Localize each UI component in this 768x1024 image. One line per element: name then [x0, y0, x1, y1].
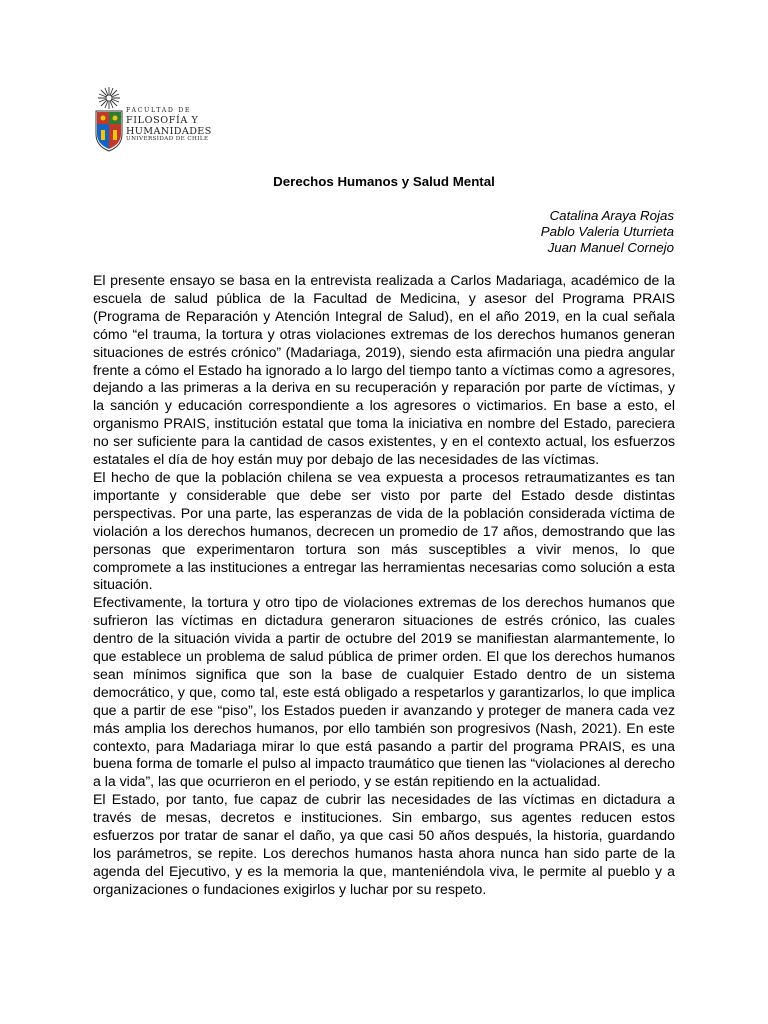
author-name: Pablo Valeria Uturrieta [540, 224, 674, 239]
body-paragraph: El hecho de que la población chilena se vea expuesta a procesos retraumatizantes es tan importante y considerable que debe ser visto por parte del Estado desde distintas perspectivas. Por una parte, las esperanzas de vida de la población considerada víctima de violación a los derechos humanos, decrecen un promedio de 17 años, demostrando que las personas que experimentaron tortura son más susceptibles a vivir menos, lo que compromete a las instituciones a entregar las herramientas necesarias como solución a esta situación. [93, 468, 675, 593]
author-list [541, 208, 674, 256]
document-title: Derechos Humanos y Salud Mental [273, 174, 495, 189]
author-name: Juan Manuel Cornejo [547, 240, 674, 255]
logo-line-university: UNIVERSIDAD DE CHILE [126, 136, 209, 143]
essay-body [93, 272, 675, 899]
body-paragraph: Efectivamente, la tortura y otro tipo de violaciones extremas de los derechos humanos que sufrieron las víctimas en dictadura generaron situaciones de estrés crónico, las cuales dentro de la situación vivida a partir de octubre del 2019 se manifiestan alarmantemente, lo que establece un problema de salud pública de primer orden. El que los derechos humanos sean mínimos significa que son la base de cualquier Estado dentro de un sistema democrático, y que, como tal, este está obligado a respetarlos y garantizarlos, lo que implica que a partir de ese “piso”, los Estados pueden ir avanzando y proteger de manera cada vez más amplia los derechos humanos, por ello también son progresivos (Nash, 2021). En este contexto, para Madariaga mirar lo que está pasando a partir del programa PRAIS, es una buena forma de tomarle el pulso al impacto traumático que tienen las “violaciones al derecho a la vida”, las que ocurrieron en el periodo, y se están repitiendo en la actualidad. [93, 594, 675, 790]
faculty-logo-text [126, 108, 231, 143]
body-paragraph: El Estado, por tanto, fue capaz de cubrir las necesidades de las víctimas en dictadura a través de mesas, decretos e instituciones. Sin embargo, sus agentes reducen estos esfuerzos por tratar de sanar el daño, ya que casi 50 años después, la historia, guardando los parámetros, se repite. Los derechos humanos hasta ahora nunca han sido parte de la agenda del Ejecutivo, y es la memoria la que, manteniéndola viva, le permite al pueblo y a organizaciones o fundaciones exigirlos y luchar por su respeto. [93, 791, 675, 897]
body-paragraph: El presente ensayo se basa en la entrevista realizada a Carlos Madariaga, académico de la escuela de salud pública de la Facultad de Medicina, y asesor del Programa PRAIS (Programa de Reparación y Atención Integral de Salud), en el año 2019, en la cual señala cómo “el trauma, la tortura y otras violaciones extremas de los derechos humanos generan situaciones de estrés crónico” (Madariaga, 2019), siendo esta afirmación una piedra angular frente a cómo el Estado ha ignorado a lo largo del tiempo tanto a víctimas como a agresores, dejando a las primeras a la deriva en su recuperación y reparación por parte de víctimas, y la sanción y educación correspondiente a los agresores o victimarios. En base a esto, el organismo PRAIS, institución estatal que toma la iniciativa en nombre del Estado, pareciera no ser suficiente para la cantidad de casos existentes, y en el contexto actual, los esfuerzos estatales el día de hoy están muy por debajo de las necesidades de las víctimas. [93, 272, 675, 468]
logo-line-faculty: FACULTAD DE [126, 107, 192, 114]
logo-line-humanities: HUMANIDADES [126, 125, 212, 137]
author-name: Catalina Araya Rojas [549, 208, 674, 223]
faculty-logo [93, 86, 228, 154]
university-crest-icon [93, 86, 127, 154]
logo-line-philosophy: FILOSOFÍA Y [126, 115, 199, 127]
